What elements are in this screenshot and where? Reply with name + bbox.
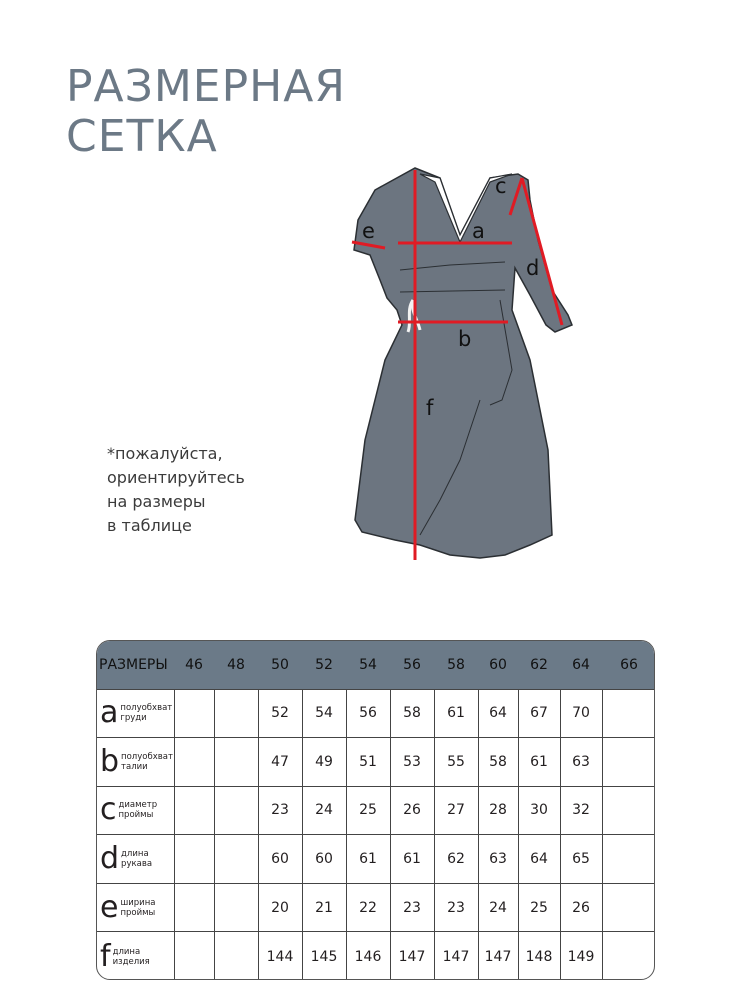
size-header: 50	[271, 656, 289, 673]
table-cell: 23	[258, 786, 302, 835]
table-cell: 28	[478, 786, 518, 835]
size-header: 62	[530, 656, 548, 673]
table-cell: 55	[434, 738, 478, 787]
table-cell	[602, 932, 655, 980]
row-label	[97, 786, 174, 835]
row-description: длина рукава	[121, 849, 153, 870]
table-cell	[602, 786, 655, 835]
page-title	[66, 62, 346, 162]
note-line: на размеры	[107, 492, 206, 511]
note-line: в таблице	[107, 516, 192, 535]
table-cell	[174, 738, 214, 787]
table-cell: 70	[560, 689, 602, 738]
table-cell: 47	[258, 738, 302, 787]
table-cell: 58	[478, 738, 518, 787]
table-cell: 52	[258, 689, 302, 738]
dress-shape	[354, 168, 572, 558]
table-cell: 63	[478, 835, 518, 884]
table-row	[97, 835, 655, 884]
row-letter: c	[100, 792, 117, 828]
row-letter: e	[100, 889, 119, 925]
table-cell: 30	[518, 786, 560, 835]
table-row	[97, 738, 655, 787]
row-letter: d	[100, 841, 120, 877]
row-label	[97, 835, 174, 884]
size-header: 56	[403, 656, 421, 673]
table-row	[97, 932, 655, 980]
table-cell: 32	[560, 786, 602, 835]
table-cell: 144	[258, 932, 302, 980]
note-line: *пожалуйста,	[107, 444, 223, 463]
table-cell: 61	[346, 835, 390, 884]
table-cell: 60	[258, 835, 302, 884]
table-cell: 23	[434, 883, 478, 932]
table-cell	[602, 738, 655, 787]
table-cell: 26	[560, 883, 602, 932]
title-line-1: РАЗМЕРНАЯ	[66, 61, 346, 112]
table-cell: 64	[518, 835, 560, 884]
table-cell: 64	[478, 689, 518, 738]
table-row	[97, 786, 655, 835]
table-cell: 65	[560, 835, 602, 884]
row-description: длина изделия	[112, 946, 150, 967]
table-cell: 148	[518, 932, 560, 980]
table-cell	[214, 738, 258, 787]
row-description: диаметр проймы	[118, 800, 158, 821]
table-cell	[602, 883, 655, 932]
table-cell: 56	[346, 689, 390, 738]
size-header: 52	[315, 656, 333, 673]
label-d: d	[526, 256, 540, 280]
table-cell: 146	[346, 932, 390, 980]
row-letter: f	[100, 938, 111, 974]
size-table	[96, 640, 655, 980]
table-cell: 25	[346, 786, 390, 835]
table-cell: 147	[434, 932, 478, 980]
row-description: полуобхват талии	[121, 751, 173, 772]
table-cell	[214, 932, 258, 980]
table-cell: 53	[390, 738, 434, 787]
size-note	[107, 442, 245, 538]
table-cell: 60	[302, 835, 346, 884]
table-cell	[174, 883, 214, 932]
note-line: ориентируйтесь	[107, 468, 245, 487]
table-cell	[174, 786, 214, 835]
size-header: 58	[447, 656, 465, 673]
title-line-2: СЕТКА	[66, 111, 218, 162]
table-cell: 25	[518, 883, 560, 932]
row-letter: a	[100, 695, 119, 731]
table-cell: 62	[434, 835, 478, 884]
label-a: a	[472, 219, 485, 243]
table-cell: 21	[302, 883, 346, 932]
row-label	[97, 738, 174, 787]
table-cell	[602, 689, 655, 738]
table-cell: 23	[390, 883, 434, 932]
table-cell: 58	[390, 689, 434, 738]
table-cell: 49	[302, 738, 346, 787]
label-c: c	[495, 174, 507, 198]
table-cell: 61	[518, 738, 560, 787]
table-cell	[214, 835, 258, 884]
table-cell: 145	[302, 932, 346, 980]
table-cell: 61	[434, 689, 478, 738]
row-description: полуобхват груди	[120, 703, 173, 724]
size-header: 46	[185, 656, 203, 673]
table-cell: 20	[258, 883, 302, 932]
table-cell: 24	[478, 883, 518, 932]
table-header-row	[97, 641, 655, 689]
row-letter: b	[100, 743, 120, 779]
table-cell	[174, 689, 214, 738]
row-description: ширина проймы	[120, 897, 156, 918]
table-cell: 51	[346, 738, 390, 787]
size-header: 60	[489, 656, 507, 673]
table-cell	[214, 786, 258, 835]
label-f: f	[426, 396, 434, 420]
table-cell	[214, 883, 258, 932]
table-cell: 67	[518, 689, 560, 738]
label-e: e	[362, 219, 375, 243]
row-label	[97, 932, 174, 980]
row-label	[97, 689, 174, 738]
table-row	[97, 883, 655, 932]
table-row	[97, 689, 655, 738]
size-header: 48	[227, 656, 245, 673]
table-cell: 63	[560, 738, 602, 787]
table-cell	[174, 932, 214, 980]
size-header: 64	[572, 656, 590, 673]
size-header: 54	[359, 656, 377, 673]
table-cell	[214, 689, 258, 738]
table-cell: 147	[478, 932, 518, 980]
table-cell	[174, 835, 214, 884]
label-b: b	[458, 327, 472, 351]
table-cell: 147	[390, 932, 434, 980]
table-cell: 54	[302, 689, 346, 738]
row-label	[97, 883, 174, 932]
dress-diagram	[340, 160, 610, 580]
header-label: РАЗМЕРЫ	[99, 656, 168, 673]
table-cell	[602, 835, 655, 884]
size-header: 66	[620, 656, 638, 673]
table-cell: 27	[434, 786, 478, 835]
table-cell: 61	[390, 835, 434, 884]
table-cell: 24	[302, 786, 346, 835]
table-cell: 26	[390, 786, 434, 835]
table-cell: 149	[560, 932, 602, 980]
table-cell: 22	[346, 883, 390, 932]
